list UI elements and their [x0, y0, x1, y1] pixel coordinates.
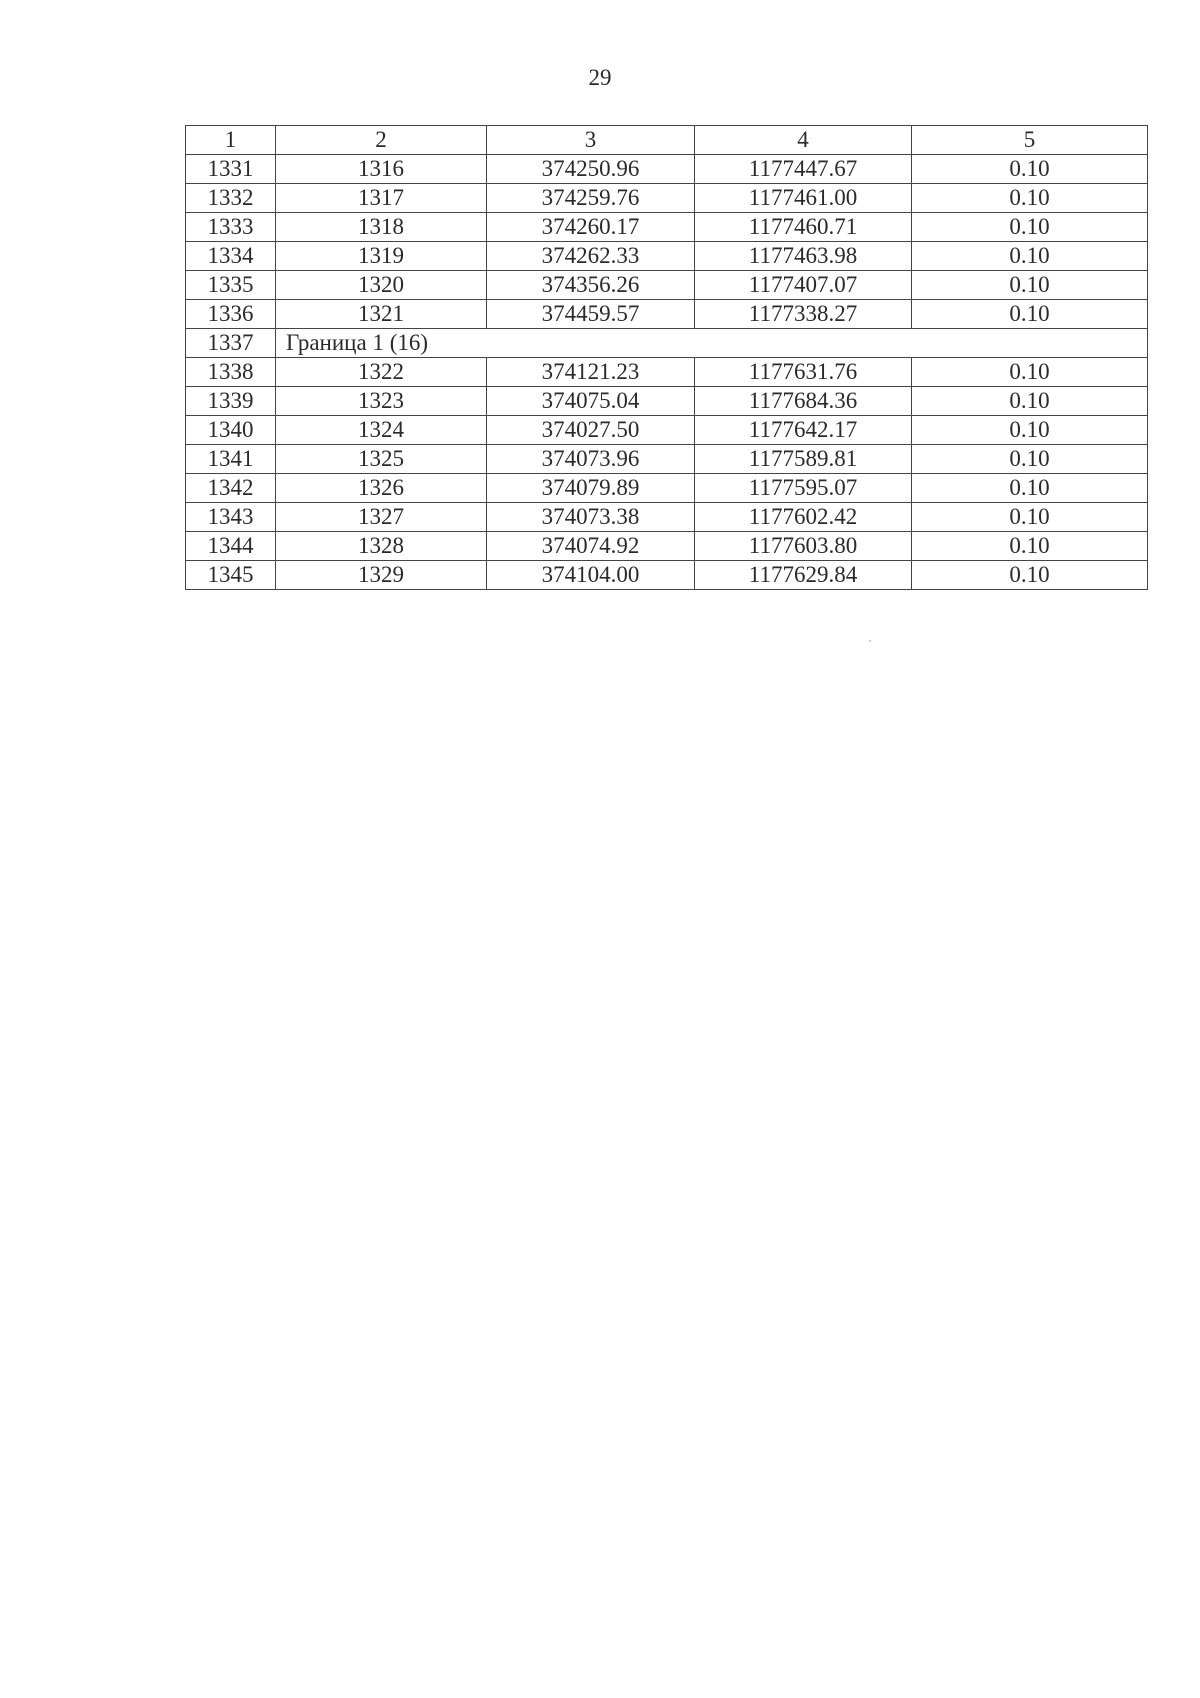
row-number: 1338 [186, 358, 276, 387]
accuracy-value: 0.10 [912, 416, 1148, 445]
coordinate-y: 1177463.98 [695, 242, 912, 271]
point-number: 1323 [276, 387, 487, 416]
point-number: 1329 [276, 561, 487, 590]
table-row [186, 474, 1148, 503]
accuracy-value: 0.10 [912, 474, 1148, 503]
coordinate-x: 374356.26 [487, 271, 695, 300]
point-number: 1325 [276, 445, 487, 474]
table-row [186, 213, 1148, 242]
row-number: 1341 [186, 445, 276, 474]
point-number: 1328 [276, 532, 487, 561]
point-number: 1316 [276, 155, 487, 184]
row-number: 1342 [186, 474, 276, 503]
scan-speck [869, 640, 871, 642]
coordinates-table [185, 125, 1148, 590]
coordinate-y: 1177461.00 [695, 184, 912, 213]
point-number: 1320 [276, 271, 487, 300]
table-row [186, 561, 1148, 590]
row-number: 1343 [186, 503, 276, 532]
coordinate-y: 1177589.81 [695, 445, 912, 474]
table-row [186, 532, 1148, 561]
accuracy-value: 0.10 [912, 271, 1148, 300]
row-number: 1340 [186, 416, 276, 445]
point-number: 1319 [276, 242, 487, 271]
coordinate-x: 374104.00 [487, 561, 695, 590]
row-number: 1336 [186, 300, 276, 329]
accuracy-value: 0.10 [912, 213, 1148, 242]
header-cell: 1 [186, 126, 276, 155]
row-number: 1331 [186, 155, 276, 184]
coordinate-y: 1177338.27 [695, 300, 912, 329]
header-cell: 2 [276, 126, 487, 155]
accuracy-value: 0.10 [912, 300, 1148, 329]
point-number: 1321 [276, 300, 487, 329]
row-number: 1339 [186, 387, 276, 416]
coordinate-y: 1177602.42 [695, 503, 912, 532]
table-row [186, 242, 1148, 271]
section-row [186, 329, 1148, 358]
coordinate-y: 1177595.07 [695, 474, 912, 503]
accuracy-value: 0.10 [912, 532, 1148, 561]
table-row [186, 387, 1148, 416]
page-number: 29 [588, 65, 612, 90]
header-cell: 5 [912, 126, 1148, 155]
coordinate-x: 374121.23 [487, 358, 695, 387]
coordinate-y: 1177603.80 [695, 532, 912, 561]
coordinate-x: 374079.89 [487, 474, 695, 503]
point-number: 1322 [276, 358, 487, 387]
header-cell: 4 [695, 126, 912, 155]
coordinate-x: 374260.17 [487, 213, 695, 242]
table-row [186, 416, 1148, 445]
table-row [186, 184, 1148, 213]
coordinate-y: 1177631.76 [695, 358, 912, 387]
coordinate-x: 374073.96 [487, 445, 695, 474]
row-number: 1334 [186, 242, 276, 271]
accuracy-value: 0.10 [912, 358, 1148, 387]
coordinate-x: 374250.96 [487, 155, 695, 184]
table-row [186, 155, 1148, 184]
point-number: 1318 [276, 213, 487, 242]
point-number: 1324 [276, 416, 487, 445]
coordinate-y: 1177447.67 [695, 155, 912, 184]
coordinate-x: 374073.38 [487, 503, 695, 532]
accuracy-value: 0.10 [912, 184, 1148, 213]
accuracy-value: 0.10 [912, 387, 1148, 416]
header-cell: 3 [487, 126, 695, 155]
coordinate-x: 374262.33 [487, 242, 695, 271]
accuracy-value: 0.10 [912, 561, 1148, 590]
row-number: 1344 [186, 532, 276, 561]
table-row [186, 358, 1148, 387]
row-number: 1333 [186, 213, 276, 242]
accuracy-value: 0.10 [912, 503, 1148, 532]
row-number: 1335 [186, 271, 276, 300]
table-row [186, 300, 1148, 329]
point-number: 1326 [276, 474, 487, 503]
table-row [186, 445, 1148, 474]
coordinate-x: 374027.50 [487, 416, 695, 445]
row-number: 1345 [186, 561, 276, 590]
point-number: 1317 [276, 184, 487, 213]
accuracy-value: 0.10 [912, 242, 1148, 271]
accuracy-value: 0.10 [912, 445, 1148, 474]
coordinate-x: 374259.76 [487, 184, 695, 213]
point-number: 1327 [276, 503, 487, 532]
coordinate-y: 1177460.71 [695, 213, 912, 242]
table-row [186, 503, 1148, 532]
coordinate-y: 1177684.36 [695, 387, 912, 416]
table-row [186, 271, 1148, 300]
coordinate-x: 374074.92 [487, 532, 695, 561]
coordinate-y: 1177629.84 [695, 561, 912, 590]
table-header-row [186, 126, 1148, 155]
coordinate-x: 374459.57 [487, 300, 695, 329]
section-label: Граница 1 (16) [276, 329, 1148, 358]
coordinate-y: 1177642.17 [695, 416, 912, 445]
accuracy-value: 0.10 [912, 155, 1148, 184]
coordinate-x: 374075.04 [487, 387, 695, 416]
coordinate-y: 1177407.07 [695, 271, 912, 300]
row-number: 1332 [186, 184, 276, 213]
row-number: 1337 [186, 329, 276, 358]
